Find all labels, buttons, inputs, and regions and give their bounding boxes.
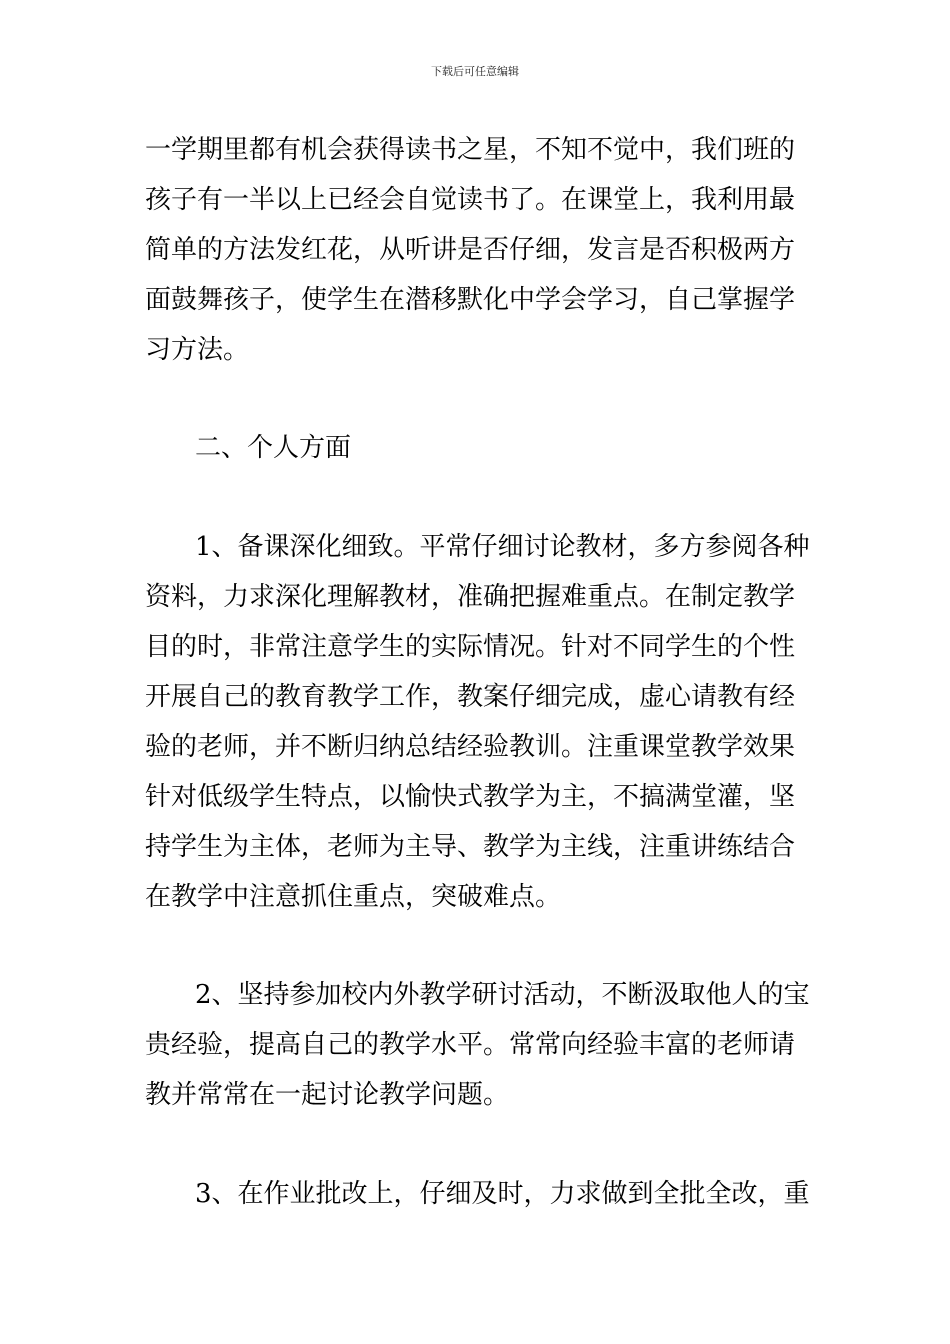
text-line: 习方法。 [145,335,250,365]
text-line: 开展自己的教育教学工作，教案仔细完成，虚心请教有经 [145,682,796,712]
section-heading: 二、个人方面 [195,433,352,463]
page-header: 下载后可任意编辑 [431,65,519,78]
text-line: 验的老师，并不断归纳总结经验教训。注重课堂教学效果 [145,732,796,762]
text-line: 简单的方法发红花，从听讲是否仔细，发言是否积极两方 [145,235,796,265]
text-line: 资料，力求深化理解教材，准确把握难重点。在制定教学 [145,582,796,612]
text-line: 持学生为主体，老师为主导、教学为主线，注重讲练结合 [145,832,796,862]
text-line: 1、备课深化细致。平常仔细讨论教材，多方参阅各种 [195,532,810,562]
text-line: 目的时，非常注意学生的实际情况。针对不同学生的个性 [145,632,796,662]
text-line: 孩子有一半以上已经会自觉读书了。在课堂上，我利用最 [145,185,796,215]
text-line: 教并常常在一起讨论教学问题。 [145,1080,510,1110]
text-line: 在教学中注意抓住重点，突破难点。 [145,882,562,912]
text-line: 2、坚持参加校内外教学研讨活动，不断汲取他人的宝 [195,980,810,1010]
text-line: 贵经验，提高自己的教学水平。常常向经验丰富的老师请 [145,1030,796,1060]
text-line: 一学期里都有机会获得读书之星，不知不觉中，我们班的 [145,135,796,165]
text-line: 面鼓舞孩子，使学生在潜移默化中学会学习，自己掌握学 [145,285,796,315]
text-line: 针对低级学生特点，以愉快式教学为主，不搞满堂灌，坚 [145,782,796,812]
text-line: 3、在作业批改上，仔细及时，力求做到全批全改，重 [195,1179,810,1209]
